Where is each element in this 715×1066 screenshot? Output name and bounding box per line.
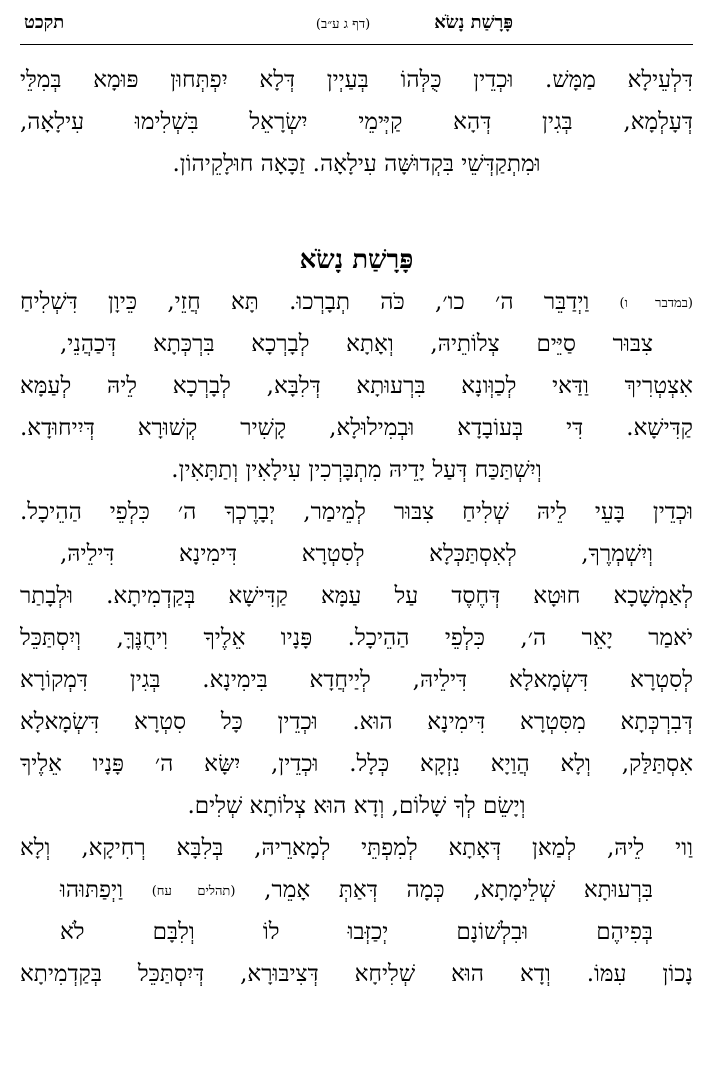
opening-paragraph	[20, 59, 693, 185]
verse-reference: (תהלים עח)	[151, 884, 236, 899]
text-line: אִצְטְרִיךְ וַדַּאי לְכַוְּונָא בִּרְעוּתָא דְּלִבָּא, לְבָרְכָא לֵיהּ לְעַמָּא	[20, 373, 693, 399]
paragraph-2	[20, 491, 693, 827]
verse-reference: (במדבר ו)	[619, 296, 693, 311]
text-span: בִּרְעוּתָא שְׁלֵימָתָא, כְּמָה דְּאַתְּ אָמֵר,	[264, 877, 653, 903]
header-page-number: תקכט	[24, 12, 65, 33]
text-line: וַוי לֵיהּ, לְמַאן דְּאָתָא לְמִפְתֵּי לְמָארֵיהּ, בְּלִבָּא רְחִיקָא, וְלָא	[20, 835, 693, 861]
paragraph-3	[20, 827, 693, 995]
text-line: וְיִשְׁמְרֶךָ, לְאִסְתַּכְּלָא לְסִטְרָא דִּימִינָא דִּילֵיהּ,	[60, 541, 653, 567]
text-line: וְיִשְׁתַּכַּח דְּעַל יָדֵיהּ מִתְבָּרְכִין עִילָאִין וְתַתָּאִין.	[171, 457, 542, 483]
text-line: אִסְתַּלַּק, וְלָא הֲוַיָא נִזְקָא כְּלָל. וּכְדֵין, יִשָּׂא ה׳ פָּנָיו אֵלֶיךָ	[20, 751, 693, 777]
section-title: פָּרָשַׁת נָשֹׂא	[299, 245, 414, 275]
running-header	[20, 0, 693, 45]
text-line: יֹאמַר יָאֵר ה׳, כִּלְפֵי הַהֵיכָל. פָּנָיו אֵלֶיךָ וִיחֻנֶּךָּ, וְיִסְתַּכֵּל	[20, 625, 693, 651]
text-line	[20, 869, 693, 911]
text-line: קַדִּישָׁא. דִּי בְּעוֹבָדָא וּבְמִילוּלָא, קָשִׁיר קְשׁוּרָא דְּיִיחוּדָא.	[20, 415, 693, 441]
text-line: לְאַמְשָׁכָא חוּטָא דְּחֶסֶד עַל עַמָּא קַדִּישָׁא בְּקַדְמִיתָא. וּלְבָתַר	[20, 583, 693, 609]
text-line: נָכוֹן עִמּוֹ. וְדָא הוּא שְׁלִיחָא דְּצִיבּוּרָא, דְּיִסְתַּכֵּל בְּקַדְמִיתָא	[20, 961, 693, 987]
text-line: דְּבִרְכְּתָא מִסִּטְרָא דִּימִינָא הוּא. וּכְדֵין כָּל סִטְרָא דִּשְׂמָאלָא	[20, 709, 693, 735]
text-span: וַיְדַבֵּר ה׳ כו׳, כֹּה תְבָרְכוּ. תָּא חֲזֵי, כֵּיוָן דִּשְׁלִיחַ	[20, 289, 620, 315]
text-line: בְּפִיהֶם וּבִלְשׁוֹנָם יְכַזְּבוּ לוֹ וְלִבָּם לֹא	[60, 919, 653, 945]
text-line: לְסִטְרָא דִּשְׂמָאלָא דִּילֵיהּ, לְיַיחֲדָא בִּימִינָא. בְּגִין דִּמְקוֹרָא	[20, 667, 693, 693]
text-line: צִבּוּר סַיֵּים צְלוֹתֵיהּ, וְאָתָא לְבָרְכָא בִּרְכְּתָא דְּכַהֲנֵי,	[60, 331, 653, 357]
text-line: דִּלְעֵילָא מַמָּשׁ. וּכְדֵין כֻּלְּהוֹ בְּעַיְין דְּלָא יִפְתְּחוּן פּוּמָא בְּמִלֵּי	[20, 67, 693, 93]
text-line: וְיָשֵׂם לְךָ שָׁלוֹם, וְדָא הוּא צְלוֹתָא שְׁלִים.	[187, 793, 526, 819]
text-line: וּכְדֵין בָּעֵי לֵיהּ שְׁלִיחַ צִבּוּר לְמֵימַר, יְבָרֶכְךָ ה׳ כִּלְפֵי הַהֵיכָל.	[20, 499, 693, 525]
text-line: וּמִתְקַדְּשֵׁי בִּקְדוּשָּׁה עִילָאָה. זַכָּאָה חוּלָקֵיהוֹן.	[172, 151, 541, 177]
text-line: דְּעָלְמָא, בְּגִין דְּהָא קַיְּימֵי יִשְׂרָאֵל בִּשְׁלִימוּ עִילָאָה,	[20, 109, 693, 135]
text-span: וַיְפַתּוּהוּ	[60, 877, 152, 903]
header-daf-reference: (דף ג ע״ב)	[315, 17, 371, 32]
paragraph-1	[20, 281, 693, 491]
header-parsha-name: פָּרָשַׁת נָשֹׂא	[434, 12, 513, 33]
text-line	[20, 281, 693, 323]
